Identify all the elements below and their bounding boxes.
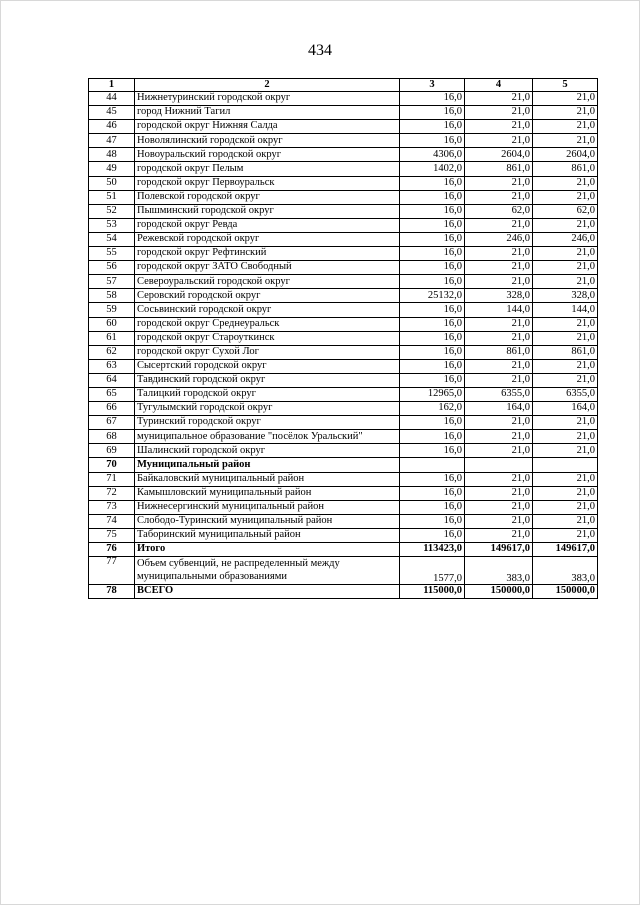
row-col-5: 21,0 (533, 134, 598, 148)
row-col-3: 16,0 (400, 514, 465, 528)
row-col-3: 16,0 (400, 247, 465, 261)
row-number: 62 (89, 345, 135, 359)
row-number: 57 (89, 275, 135, 289)
header-col-2: 2 (135, 79, 400, 92)
row-col-5: 861,0 (533, 162, 598, 176)
row-number: 50 (89, 176, 135, 190)
row-col-5: 6355,0 (533, 387, 598, 401)
header-col-5: 5 (533, 79, 598, 92)
row-number: 73 (89, 500, 135, 514)
table-row (89, 162, 598, 176)
table-row (89, 204, 598, 218)
row-col-3: 113423,0 (400, 543, 465, 557)
row-name: городской округ Нижняя Салда (135, 120, 400, 134)
row-number: 77 (89, 557, 135, 585)
row-name: городской округ Ревда (135, 218, 400, 232)
row-col-4: 21,0 (465, 416, 533, 430)
row-col-3: 1402,0 (400, 162, 465, 176)
row-name: Нижнетуринский городской округ (135, 92, 400, 106)
row-col-5: 383,0 (533, 557, 598, 585)
row-number: 76 (89, 543, 135, 557)
table-row (89, 289, 598, 303)
row-col-5: 21,0 (533, 92, 598, 106)
row-col-3: 16,0 (400, 500, 465, 514)
table-row (89, 444, 598, 458)
row-col-3: 16,0 (400, 92, 465, 106)
row-col-3: 16,0 (400, 331, 465, 345)
row-col-4: 21,0 (465, 261, 533, 275)
row-col-4: 21,0 (465, 218, 533, 232)
row-col-5: 21,0 (533, 444, 598, 458)
table-row (89, 585, 598, 599)
row-col-3: 16,0 (400, 106, 465, 120)
row-number: 61 (89, 331, 135, 345)
row-col-4: 21,0 (465, 106, 533, 120)
table-row (89, 232, 598, 246)
row-col-3: 16,0 (400, 416, 465, 430)
row-col-3: 16,0 (400, 218, 465, 232)
row-number: 51 (89, 190, 135, 204)
row-number: 70 (89, 458, 135, 472)
table-row (89, 317, 598, 331)
row-name: Новоуральский городской округ (135, 148, 400, 162)
row-col-3: 16,0 (400, 190, 465, 204)
row-col-5: 246,0 (533, 232, 598, 246)
row-col-4: 21,0 (465, 92, 533, 106)
row-col-4: 21,0 (465, 373, 533, 387)
row-col-3: 16,0 (400, 528, 465, 542)
row-name: Объем субвенций, не распределенный между муниципальными образованиями (135, 557, 400, 585)
row-number: 63 (89, 359, 135, 373)
row-name: городской округ Рефтинский (135, 247, 400, 261)
row-col-4: 144,0 (465, 303, 533, 317)
row-name: Пышминский городской округ (135, 204, 400, 218)
row-col-4: 21,0 (465, 472, 533, 486)
row-col-5: 861,0 (533, 345, 598, 359)
row-name: Новолялинский городской округ (135, 134, 400, 148)
row-col-3: 16,0 (400, 275, 465, 289)
table-row (89, 106, 598, 120)
row-col-4: 150000,0 (465, 585, 533, 599)
table-row (89, 261, 598, 275)
row-col-3: 16,0 (400, 317, 465, 331)
row-col-4: 164,0 (465, 402, 533, 416)
row-number: 72 (89, 486, 135, 500)
row-col-4: 21,0 (465, 430, 533, 444)
page-number: 434 (308, 42, 332, 59)
row-col-4: 21,0 (465, 247, 533, 261)
row-number: 58 (89, 289, 135, 303)
table-row (89, 303, 598, 317)
table-row (89, 402, 598, 416)
row-col-4: 21,0 (465, 331, 533, 345)
table-row (89, 176, 598, 190)
row-col-5: 21,0 (533, 275, 598, 289)
data-table (88, 78, 598, 599)
table-row (89, 472, 598, 486)
row-col-5: 21,0 (533, 359, 598, 373)
table-row (89, 486, 598, 500)
row-number: 78 (89, 585, 135, 599)
row-number: 67 (89, 416, 135, 430)
row-number: 69 (89, 444, 135, 458)
row-col-3: 115000,0 (400, 585, 465, 599)
row-col-5: 21,0 (533, 218, 598, 232)
row-name: Талицкий городской округ (135, 387, 400, 401)
row-name: Таборинский муниципальный район (135, 528, 400, 542)
row-col-4: 21,0 (465, 514, 533, 528)
table-row (89, 514, 598, 528)
row-name: Полевской городской округ (135, 190, 400, 204)
row-col-5: 21,0 (533, 472, 598, 486)
row-col-3: 16,0 (400, 472, 465, 486)
row-number: 46 (89, 120, 135, 134)
table-row (89, 275, 598, 289)
row-number: 68 (89, 430, 135, 444)
row-col-5 (533, 458, 598, 472)
row-col-4: 21,0 (465, 528, 533, 542)
row-col-3: 16,0 (400, 373, 465, 387)
table-row (89, 345, 598, 359)
row-col-4 (465, 458, 533, 472)
row-col-4: 21,0 (465, 275, 533, 289)
row-col-5: 21,0 (533, 247, 598, 261)
table-row (89, 458, 598, 472)
table-row (89, 148, 598, 162)
row-col-3: 16,0 (400, 232, 465, 246)
row-name: городской округ Первоуральск (135, 176, 400, 190)
row-col-3: 25132,0 (400, 289, 465, 303)
table-body (89, 92, 598, 599)
row-number: 47 (89, 134, 135, 148)
row-col-5: 144,0 (533, 303, 598, 317)
table-row (89, 416, 598, 430)
row-col-4: 21,0 (465, 359, 533, 373)
row-col-5: 328,0 (533, 289, 598, 303)
row-name: Тугулымский городской округ (135, 402, 400, 416)
row-col-3: 16,0 (400, 359, 465, 373)
row-col-3: 16,0 (400, 261, 465, 275)
row-number: 75 (89, 528, 135, 542)
row-name: Режевской городской округ (135, 232, 400, 246)
header-col-1: 1 (89, 79, 135, 92)
row-col-5: 62,0 (533, 204, 598, 218)
row-name: Шалинский городской округ (135, 444, 400, 458)
row-number: 55 (89, 247, 135, 261)
row-col-5: 21,0 (533, 416, 598, 430)
row-col-4: 21,0 (465, 190, 533, 204)
row-number: 53 (89, 218, 135, 232)
row-col-5: 21,0 (533, 500, 598, 514)
table-row (89, 92, 598, 106)
table-row (89, 218, 598, 232)
row-name: городской округ Староуткинск (135, 331, 400, 345)
row-col-4: 2604,0 (465, 148, 533, 162)
table-row (89, 387, 598, 401)
row-name: городской округ Сухой Лог (135, 345, 400, 359)
row-number: 74 (89, 514, 135, 528)
row-name: город Нижний Тагил (135, 106, 400, 120)
row-number: 48 (89, 148, 135, 162)
row-col-4: 62,0 (465, 204, 533, 218)
row-col-4: 328,0 (465, 289, 533, 303)
table-row (89, 331, 598, 345)
row-number: 49 (89, 162, 135, 176)
row-name: Серовский городской округ (135, 289, 400, 303)
row-col-3: 16,0 (400, 134, 465, 148)
row-name: Североуральский городской округ (135, 275, 400, 289)
row-col-5: 21,0 (533, 176, 598, 190)
row-col-4: 861,0 (465, 162, 533, 176)
row-name: ВСЕГО (135, 585, 400, 599)
row-col-5: 21,0 (533, 373, 598, 387)
row-name: Тавдинский городской округ (135, 373, 400, 387)
table-row (89, 500, 598, 514)
table-row (89, 373, 598, 387)
row-col-3: 16,0 (400, 303, 465, 317)
table-row (89, 543, 598, 557)
row-name: Сысертский городской округ (135, 359, 400, 373)
row-name: Слободо-Туринский муниципальный район (135, 514, 400, 528)
table-row (89, 247, 598, 261)
row-col-3: 1577,0 (400, 557, 465, 585)
table-row (89, 359, 598, 373)
header-col-4: 4 (465, 79, 533, 92)
row-col-3: 16,0 (400, 120, 465, 134)
row-col-5: 21,0 (533, 514, 598, 528)
row-name: Сосьвинский городской округ (135, 303, 400, 317)
row-col-5: 2604,0 (533, 148, 598, 162)
row-col-5: 150000,0 (533, 585, 598, 599)
row-col-4: 861,0 (465, 345, 533, 359)
row-number: 45 (89, 106, 135, 120)
row-col-5: 164,0 (533, 402, 598, 416)
row-col-3 (400, 458, 465, 472)
row-col-3: 4306,0 (400, 148, 465, 162)
row-number: 56 (89, 261, 135, 275)
row-number: 64 (89, 373, 135, 387)
row-col-5: 21,0 (533, 486, 598, 500)
row-col-4: 21,0 (465, 134, 533, 148)
row-col-5: 21,0 (533, 430, 598, 444)
row-number: 65 (89, 387, 135, 401)
row-col-4: 21,0 (465, 317, 533, 331)
row-col-4: 383,0 (465, 557, 533, 585)
row-name: Нижнесергинский муниципальный район (135, 500, 400, 514)
row-col-3: 16,0 (400, 345, 465, 359)
row-number: 54 (89, 232, 135, 246)
row-col-3: 16,0 (400, 430, 465, 444)
row-col-5: 21,0 (533, 106, 598, 120)
row-name: Муниципальный район (135, 458, 400, 472)
row-name: городской округ ЗАТО Свободный (135, 261, 400, 275)
row-col-4: 21,0 (465, 500, 533, 514)
row-col-5: 149617,0 (533, 543, 598, 557)
row-col-4: 21,0 (465, 120, 533, 134)
table-row (89, 190, 598, 204)
row-name: Камышловский муниципальный район (135, 486, 400, 500)
row-col-3: 16,0 (400, 176, 465, 190)
row-name: муниципальное образование "посёлок Уральский" (135, 430, 400, 444)
row-name: Байкаловский муниципальный район (135, 472, 400, 486)
table-row (89, 528, 598, 542)
table-row (89, 557, 598, 585)
row-number: 52 (89, 204, 135, 218)
row-name: городской округ Пелым (135, 162, 400, 176)
row-name: Туринский городской округ (135, 416, 400, 430)
header-row (89, 79, 598, 92)
row-number: 59 (89, 303, 135, 317)
row-col-4: 149617,0 (465, 543, 533, 557)
row-col-4: 6355,0 (465, 387, 533, 401)
row-col-5: 21,0 (533, 120, 598, 134)
row-number: 44 (89, 92, 135, 106)
table-row (89, 430, 598, 444)
row-number: 71 (89, 472, 135, 486)
row-col-5: 21,0 (533, 528, 598, 542)
row-col-4: 21,0 (465, 176, 533, 190)
row-name: городской округ Среднеуральск (135, 317, 400, 331)
row-col-3: 16,0 (400, 444, 465, 458)
row-col-5: 21,0 (533, 261, 598, 275)
row-number: 60 (89, 317, 135, 331)
row-col-4: 21,0 (465, 444, 533, 458)
row-col-3: 162,0 (400, 402, 465, 416)
row-col-4: 21,0 (465, 486, 533, 500)
row-col-5: 21,0 (533, 317, 598, 331)
row-col-3: 12965,0 (400, 387, 465, 401)
row-col-5: 21,0 (533, 190, 598, 204)
row-name: Итого (135, 543, 400, 557)
row-col-5: 21,0 (533, 331, 598, 345)
header-col-3: 3 (400, 79, 465, 92)
row-col-3: 16,0 (400, 204, 465, 218)
table-row (89, 134, 598, 148)
table-row (89, 120, 598, 134)
row-number: 66 (89, 402, 135, 416)
row-col-3: 16,0 (400, 486, 465, 500)
row-col-4: 246,0 (465, 232, 533, 246)
